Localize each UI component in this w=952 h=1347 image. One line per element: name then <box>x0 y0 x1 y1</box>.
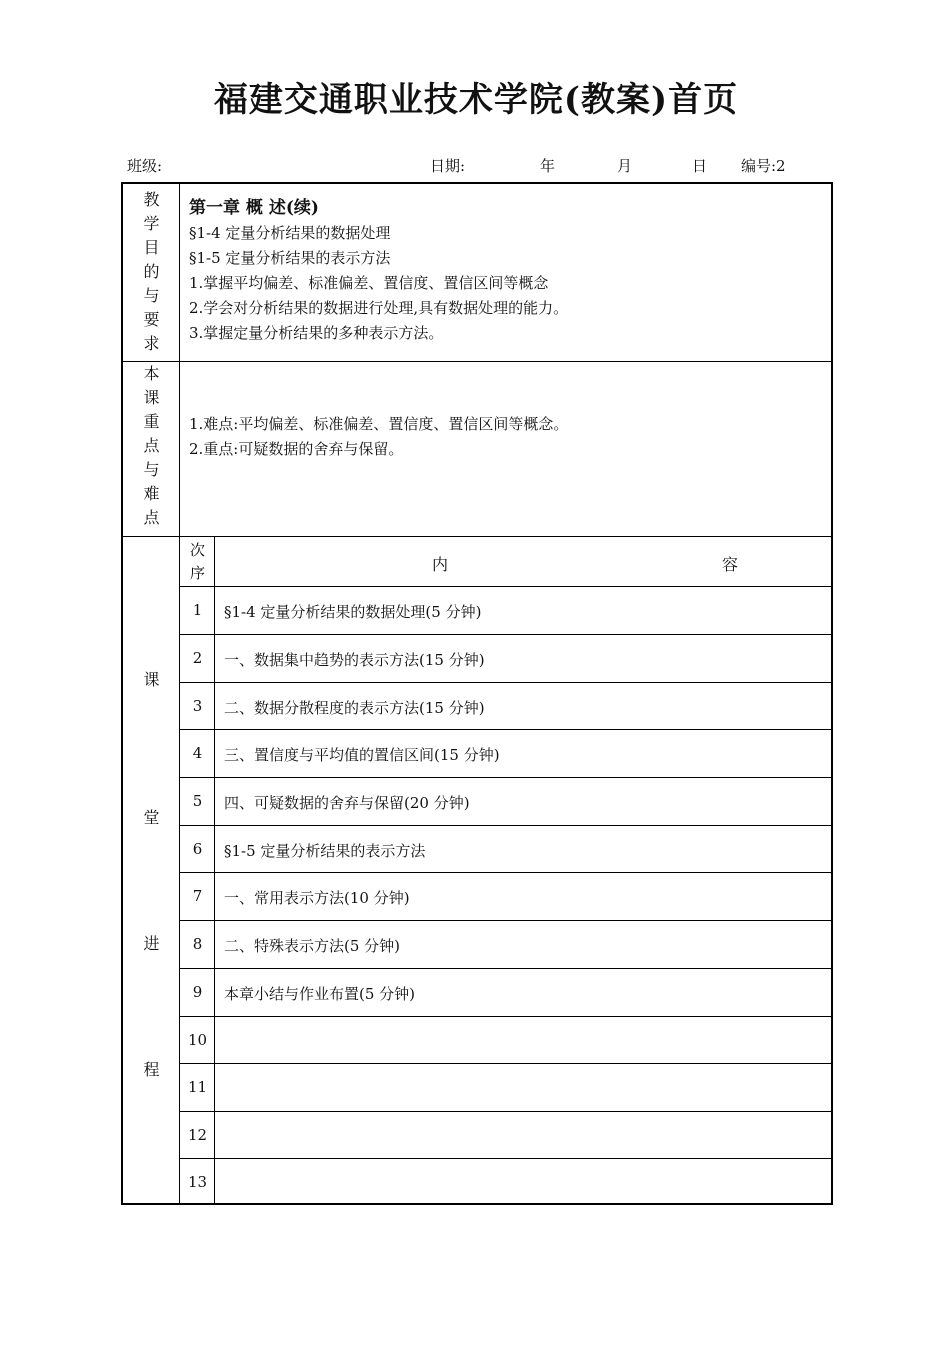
goals-line: §1-4 定量分析结果的数据处理 <box>189 224 391 242</box>
table-row <box>180 921 831 969</box>
row-number: 6 <box>192 840 203 858</box>
goals-line: 1.掌握平均偏差、标准偏差、置信度、置信区间等概念 <box>189 274 549 292</box>
table-row <box>180 730 831 778</box>
row-content: 四、可疑数据的舍弃与保留(20 分钟) <box>224 794 470 812</box>
table-row <box>180 587 831 635</box>
process-label-cell <box>123 537 180 1205</box>
keypoint-line: 1.难点:平均偏差、标准偏差、置信度、置信区间等概念。 <box>189 415 569 433</box>
table-row <box>180 1064 831 1112</box>
row-number: 3 <box>192 697 203 715</box>
row-content: §1-4 定量分析结果的数据处理(5 分钟) <box>224 603 482 621</box>
content-header-part: 内 <box>432 555 449 574</box>
row-number: 4 <box>192 744 203 762</box>
table-row <box>180 1159 831 1205</box>
number-label: 编号:2 <box>741 157 786 175</box>
month-label: 月 <box>617 157 633 175</box>
row-content: 一、常用表示方法(10 分钟) <box>224 889 410 907</box>
row-content: 二、数据分散程度的表示方法(15 分钟) <box>224 699 485 717</box>
row-content: 三、置信度与平均值的置信区间(15 分钟) <box>224 746 500 764</box>
keypoints-label-cell <box>123 362 180 536</box>
row-content: §1-5 定量分析结果的表示方法 <box>224 842 426 860</box>
row-number: 13 <box>187 1173 208 1191</box>
row-number: 2 <box>192 649 203 667</box>
sequence-header: 次 序 <box>189 541 205 582</box>
day-label: 日 <box>692 157 708 175</box>
row-number: 9 <box>192 983 203 1001</box>
process-header-row <box>180 537 831 587</box>
keypoints-row <box>123 362 831 537</box>
keypoints-content <box>189 412 568 462</box>
row-content: 本章小结与作业布置(5 分钟) <box>224 985 416 1003</box>
table-row <box>180 873 831 921</box>
table-row <box>180 1017 831 1064</box>
goals-line: 3.掌握定量分析结果的多种表示方法。 <box>189 324 444 342</box>
page-title: 福建交通职业技术学院(教案)首页 <box>213 80 739 120</box>
goals-content <box>189 196 568 346</box>
goals-label: 教 学 目 的 与 要 求 <box>143 190 160 353</box>
process-label-char: 进 <box>143 934 160 953</box>
table-row <box>180 635 831 683</box>
row-content: 二、特殊表示方法(5 分钟) <box>224 937 401 955</box>
goals-label-cell <box>123 184 180 361</box>
content-header-part: 容 <box>722 555 739 574</box>
goals-line: §1-5 定量分析结果的表示方法 <box>189 249 391 267</box>
table-row <box>180 1112 831 1159</box>
row-number: 12 <box>187 1126 208 1144</box>
row-number: 10 <box>187 1031 208 1049</box>
date-label: 日期: <box>430 157 466 175</box>
table-row <box>180 969 831 1017</box>
process-label-char: 课 <box>143 670 160 689</box>
chapter-heading: 第一章 概 述(续) <box>189 198 319 218</box>
goals-line: 2.学会对分析结果的数据进行处理,具有数据处理的能力。 <box>189 299 569 317</box>
process-section <box>123 537 831 1205</box>
row-number: 11 <box>187 1078 208 1096</box>
process-label-char: 堂 <box>143 808 160 827</box>
row-number: 7 <box>192 887 203 905</box>
lesson-plan-table <box>121 182 833 1205</box>
goals-row <box>123 184 831 362</box>
process-label-char: 程 <box>143 1060 160 1079</box>
keypoint-line: 2.重点:可疑数据的舍弃与保留。 <box>189 440 404 458</box>
row-number: 5 <box>192 792 203 810</box>
year-label: 年 <box>540 157 556 175</box>
table-row <box>180 778 831 826</box>
row-number: 1 <box>192 601 203 619</box>
keypoints-label: 本 课 重 点 与 难 点 <box>143 364 160 527</box>
table-row <box>180 826 831 873</box>
class-label: 班级: <box>127 157 163 175</box>
table-row <box>180 683 831 730</box>
row-number: 8 <box>192 935 203 953</box>
row-content: 一、数据集中趋势的表示方法(15 分钟) <box>224 651 485 669</box>
